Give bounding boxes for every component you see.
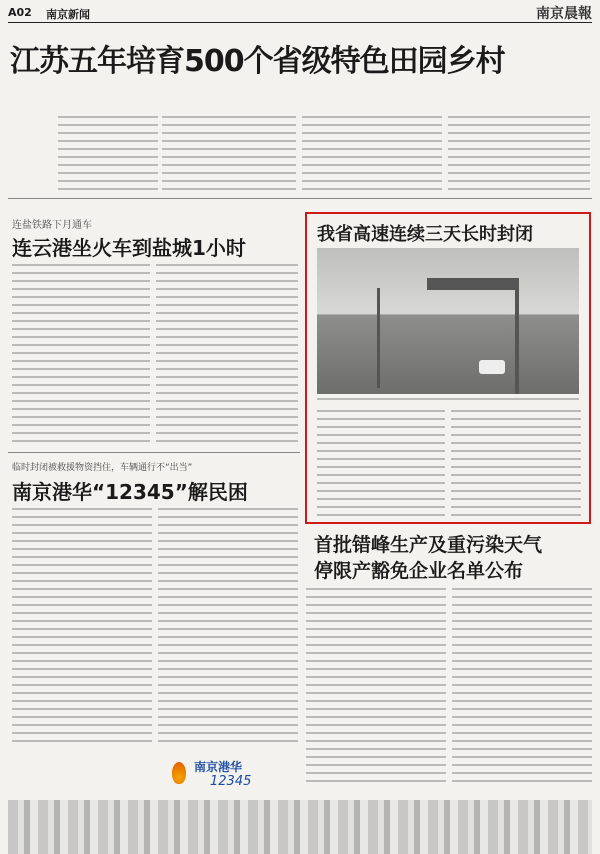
hotline-body-col-1: [12, 508, 152, 744]
section-name: 南京新闻: [46, 8, 90, 21]
divider: [8, 452, 300, 453]
hotline-kicker: 临时封闭被救援物资挡住，车辆通行不“出当”: [12, 463, 193, 473]
train-body-col-2: [156, 264, 298, 444]
train-headline: 连云港坐火车到盐城1小时: [12, 236, 246, 260]
pollution-body-col-2: [452, 588, 592, 788]
hotline-logo: [166, 754, 276, 794]
highway-headline: 我省高速连续三天长时封闭: [317, 224, 533, 245]
pollution-body-col-1: [306, 588, 446, 788]
train-kicker: 连盐铁路下月通车: [12, 220, 92, 231]
hotline-logo-name: 南京港华: [194, 760, 243, 774]
flame-icon: [172, 762, 186, 784]
highway-fog-photo: [317, 248, 579, 394]
highway-story-box: [305, 212, 591, 524]
hotline-body-col-2: [158, 508, 298, 748]
masthead: [8, 4, 592, 23]
blurred-bottom-section: [8, 800, 592, 854]
lead-body-col-2: [162, 116, 296, 190]
lead-body-col-3: [302, 116, 442, 190]
pollution-headline-line1: 首批错峰生产及重污染天气: [314, 534, 543, 556]
paper-logo: 南京晨報: [536, 6, 592, 22]
highway-body-col-2: [451, 410, 581, 516]
page-number: A02: [8, 6, 32, 19]
hotline-headline: 南京港华“12345”解民困: [12, 480, 248, 504]
lead-headline: 江苏五年培育500个省级特色田园乡村: [10, 44, 505, 79]
highway-body-col-1: [317, 410, 445, 516]
lead-body-col-4: [448, 116, 590, 190]
hotline-logo-number: 12345: [210, 774, 252, 789]
lead-body-col-1: [58, 116, 158, 190]
divider: [8, 198, 592, 199]
pollution-headline-line2: 停限产豁免企业名单公布: [314, 560, 524, 582]
photo-caption: [317, 398, 579, 404]
train-body-col-1: [12, 264, 150, 444]
